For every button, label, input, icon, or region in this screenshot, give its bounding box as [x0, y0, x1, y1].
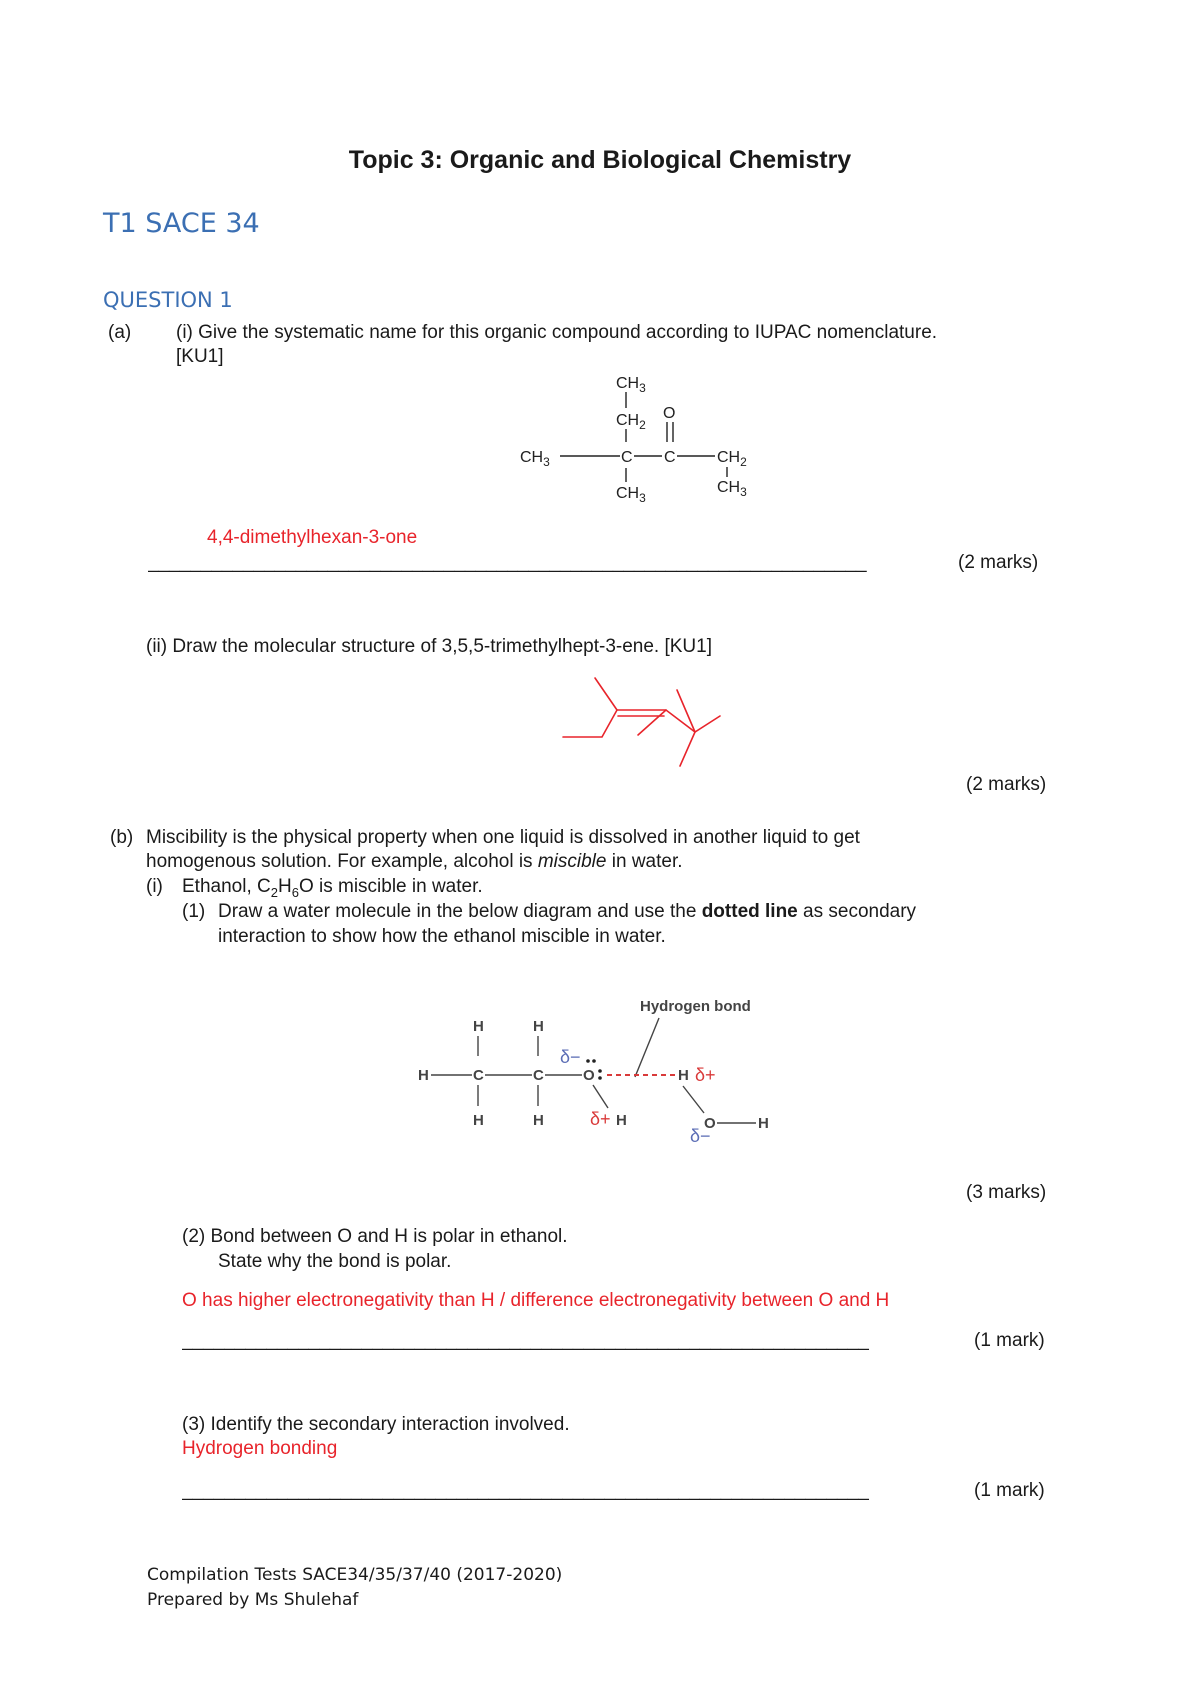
q2-answer-line: _________________________________________________________________ [182, 1330, 869, 1351]
struct-right-ch2: $CH_2$ [717, 449, 747, 469]
part-b-i-text [182, 876, 483, 900]
ethanol-text-pre: Ethanol, C [182, 876, 271, 897]
water-h2: H [758, 1115, 769, 1132]
eth-o: O [583, 1067, 595, 1084]
alkene-skeletal-structure [560, 675, 730, 770]
water-o: O [704, 1115, 716, 1132]
page-title: Topic 3: Organic and Biological Chemistry [348, 146, 852, 174]
eth-h-bot1: H [473, 1112, 484, 1129]
part-a-i-text: (i) Give the systematic name for this organic compound according to IUPAC nomenclature. [176, 322, 938, 343]
water-delta-minus: δ− [690, 1126, 711, 1146]
water-h1: H [678, 1067, 689, 1084]
footer-line2: Prepared by Ms Shulehaf [147, 1590, 359, 1610]
part-a-ii-text: (ii) Draw the molecular structure of 3,5,5-trimethylhept-3-ene. [KU1] [146, 636, 712, 657]
eth-h-bot2: H [533, 1112, 544, 1129]
q1-line1-post: as secondary [797, 901, 917, 922]
eth-c1: C [473, 1067, 484, 1084]
struct-c1: C [621, 449, 633, 466]
eth-delta-minus: δ− [560, 1047, 581, 1067]
part-a-label: (a) [108, 322, 132, 343]
hydrogen-bond-diagram [410, 985, 810, 1160]
eth-delta-plus: δ+ [590, 1109, 611, 1129]
footer-line1: Compilation Tests SACE34/35/37/40 (2017-2020) [147, 1565, 563, 1585]
part-a-i-answer-line: ____________________________________________________________________ [148, 552, 867, 573]
q2-line2: State why the bond is polar. [218, 1251, 452, 1272]
q1-label: (1) [182, 901, 206, 922]
eth-h-left: H [418, 1067, 429, 1084]
q3-text: (3) Identify the secondary interaction involved. [182, 1414, 570, 1435]
struct-ch2-upper: $CH_2$ [616, 412, 646, 432]
intro-line2-pre: homogenous solution. For example, alcohol is [146, 851, 538, 872]
eth-h-top2: H [533, 1018, 544, 1035]
ketone-structure [520, 370, 780, 510]
intro-line2-em: miscible [537, 851, 607, 872]
part-a-i-answer: 4,4-dimethylhexan-3-one [207, 527, 418, 548]
q1-line1-bold: dotted line [701, 901, 798, 922]
struct-bottom-ch3: $CH_3$ [616, 485, 646, 505]
struct-left-ch3: $CH_3$ [520, 449, 550, 469]
q3-answer: Hydrogen bonding [182, 1438, 338, 1459]
test-heading: T1 SACE 34 [103, 208, 260, 239]
part-a-i-code: [KU1] [176, 346, 224, 367]
q2-answer: O has higher electronegativity than H / difference electronegativity between O and H [182, 1290, 890, 1311]
hydrogen-bond-label: Hydrogen bond [640, 998, 751, 1015]
part-a-i-marks: (2 marks) [958, 552, 1039, 573]
q1-line1 [218, 901, 916, 923]
part-b-label: (b) [110, 827, 134, 848]
q2-marks: (1 mark) [974, 1330, 1045, 1351]
q1-line2: interaction to show how the ethanol miscible in water. [218, 926, 666, 947]
water-delta-plus: δ+ [695, 1065, 716, 1085]
q1-line1-pre: Draw a water molecule in the below diagram and use the [218, 901, 702, 922]
part-b-i-label: (i) [146, 876, 163, 897]
eth-c2: C [533, 1067, 544, 1084]
ethanol-text-post: O is miscible in water. [298, 876, 483, 897]
part-a-ii-marks: (2 marks) [966, 774, 1047, 795]
part-b-intro-line2 [146, 851, 683, 873]
q3-marks: (1 mark) [974, 1480, 1045, 1501]
question-heading: QUESTION 1 [103, 288, 233, 312]
eth-h-top1: H [473, 1018, 484, 1035]
q3-answer-line: _________________________________________________________________ [182, 1480, 869, 1501]
struct-top-ch3: $CH_3$ [616, 375, 646, 395]
struct-right-ch3: $CH_3$ [717, 479, 747, 499]
ethanol-sub-6: 6 [291, 884, 299, 900]
struct-o: O [663, 405, 676, 422]
struct-c2: C [664, 449, 676, 466]
eth-h-oh: H [616, 1112, 627, 1129]
intro-line2-post: in water. [606, 851, 683, 872]
part-b-intro-line1: Miscibility is the physical property when one liquid is dissolved in another liquid to get [146, 827, 860, 848]
ethanol-h: H [277, 876, 292, 897]
ethanol-sub-2: 2 [270, 884, 278, 900]
q1-marks: (3 marks) [966, 1182, 1047, 1203]
q2-line1: (2) Bond between O and H is polar in ethanol. [182, 1226, 568, 1247]
